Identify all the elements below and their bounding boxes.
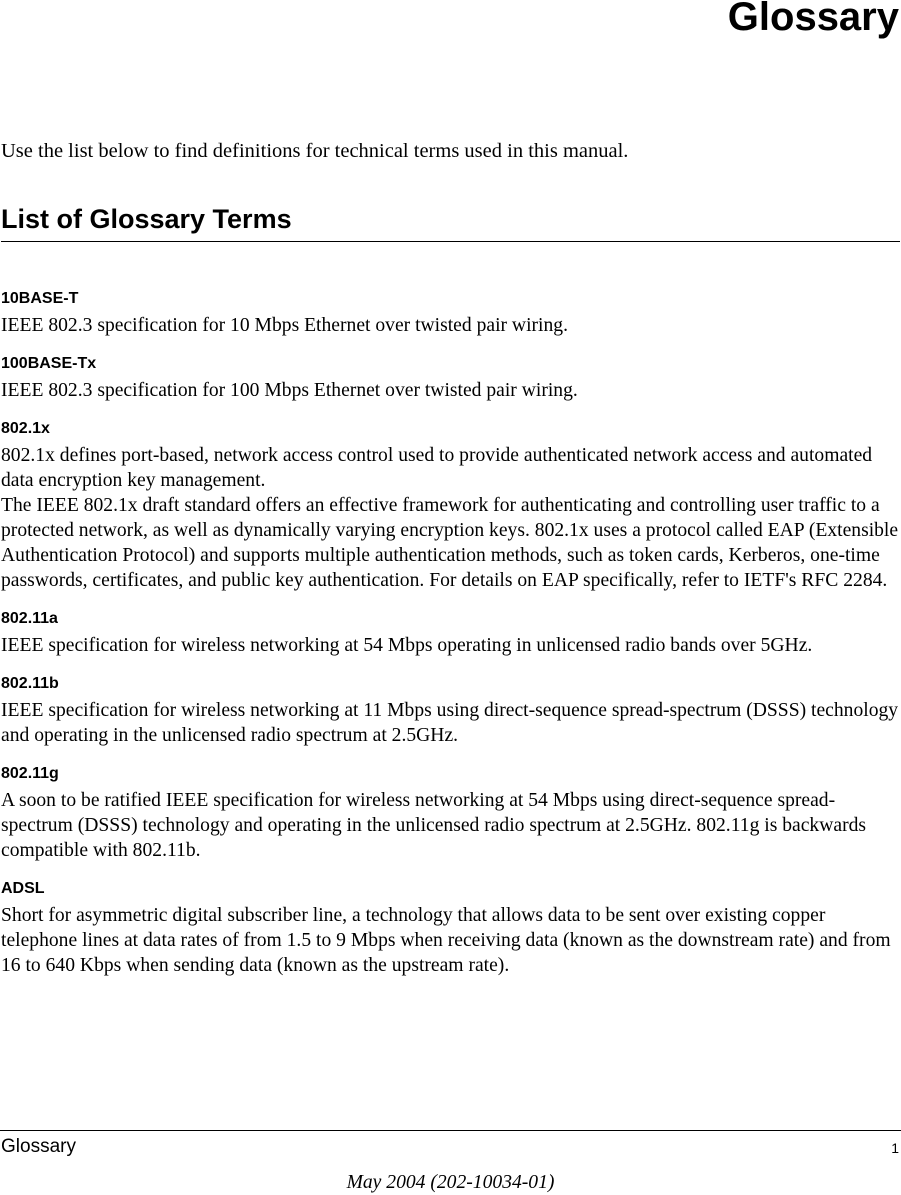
- glossary-term-name: 802.11a: [1, 610, 58, 627]
- glossary-term-definition: IEEE specification for wireless networking at 11 Mbps using direct-sequence spread-spectrum (DSSS) technology and operating in the unlicensed radio spectrum at 2.5GHz.: [1, 700, 899, 746]
- glossary-term-definition: 802.1x defines port-based, network access control used to provide authenticated network access and automated data encryption key management.: [1, 445, 873, 491]
- intro-text: Use the list below to find definitions for technical terms used in this manual.: [1, 140, 629, 162]
- footer-divider: [0, 1130, 901, 1131]
- footer-section-name: Glossary: [1, 1136, 76, 1157]
- glossary-term-name: 802.11b: [1, 675, 59, 692]
- glossary-term-definition: A soon to be ratified IEEE specification for wireless networking at 54 Mbps using direct-sequence spread-spectrum (DSSS) technology and operating in the unlicensed radio spectrum at 2.5GHz. 802.11g is backwards compatible with 802.11b.: [1, 790, 867, 861]
- glossary-term-definition: The IEEE 802.1x draft standard offers an effective framework for authenticating and controlling user traffic to a protected network, as well as dynamically varying encryption keys. 802.1x uses a protocol called EAP (Extensible Authentication Protocol) and supports multiple authentication methods, such as token cards, Kerberos, one-time passwords, certificates, and public key authentication. For details on EAP specifically, refer to IETF's RFC 2284.: [1, 495, 899, 591]
- glossary-term-definition: IEEE 802.3 specification for 10 Mbps Ethernet over twisted pair wiring.: [1, 315, 568, 336]
- glossary-term-name: ADSL: [1, 880, 45, 897]
- glossary-entry: [1, 673, 900, 748]
- glossary-entry: [1, 288, 900, 338]
- glossary-entry: [1, 878, 900, 978]
- page-title: Glossary: [727, 0, 899, 39]
- footer-edition: May 2004 (202-10034-01): [346, 1172, 555, 1193]
- glossary-entry: [1, 608, 900, 658]
- glossary-entry: [1, 353, 900, 403]
- footer-page-number: 1: [891, 1140, 899, 1156]
- section-heading: List of Glossary Terms: [1, 201, 900, 242]
- glossary-term-list: [1, 288, 900, 993]
- glossary-entry: [1, 763, 900, 863]
- glossary-term-name: 100BASE-Tx: [1, 355, 97, 372]
- glossary-entry: [1, 418, 900, 593]
- glossary-term-name: 802.1x: [1, 420, 50, 437]
- glossary-term-definition: Short for asymmetric digital subscriber line, a technology that allows data to be sent over existing copper telephone lines at data rates of from 1.5 to 9 Mbps when receiving data (known as the downstream rate) and from 16 to 640 Kbps when sending data (known as the upstream rate).: [1, 905, 891, 976]
- glossary-term-definition: IEEE 802.3 specification for 100 Mbps Ethernet over twisted pair wiring.: [1, 380, 578, 401]
- glossary-term-name: 802.11g: [1, 765, 59, 782]
- glossary-term-definition: IEEE specification for wireless networking at 54 Mbps operating in unlicensed radio bands over 5GHz.: [1, 635, 813, 656]
- glossary-term-name: 10BASE-T: [1, 290, 79, 307]
